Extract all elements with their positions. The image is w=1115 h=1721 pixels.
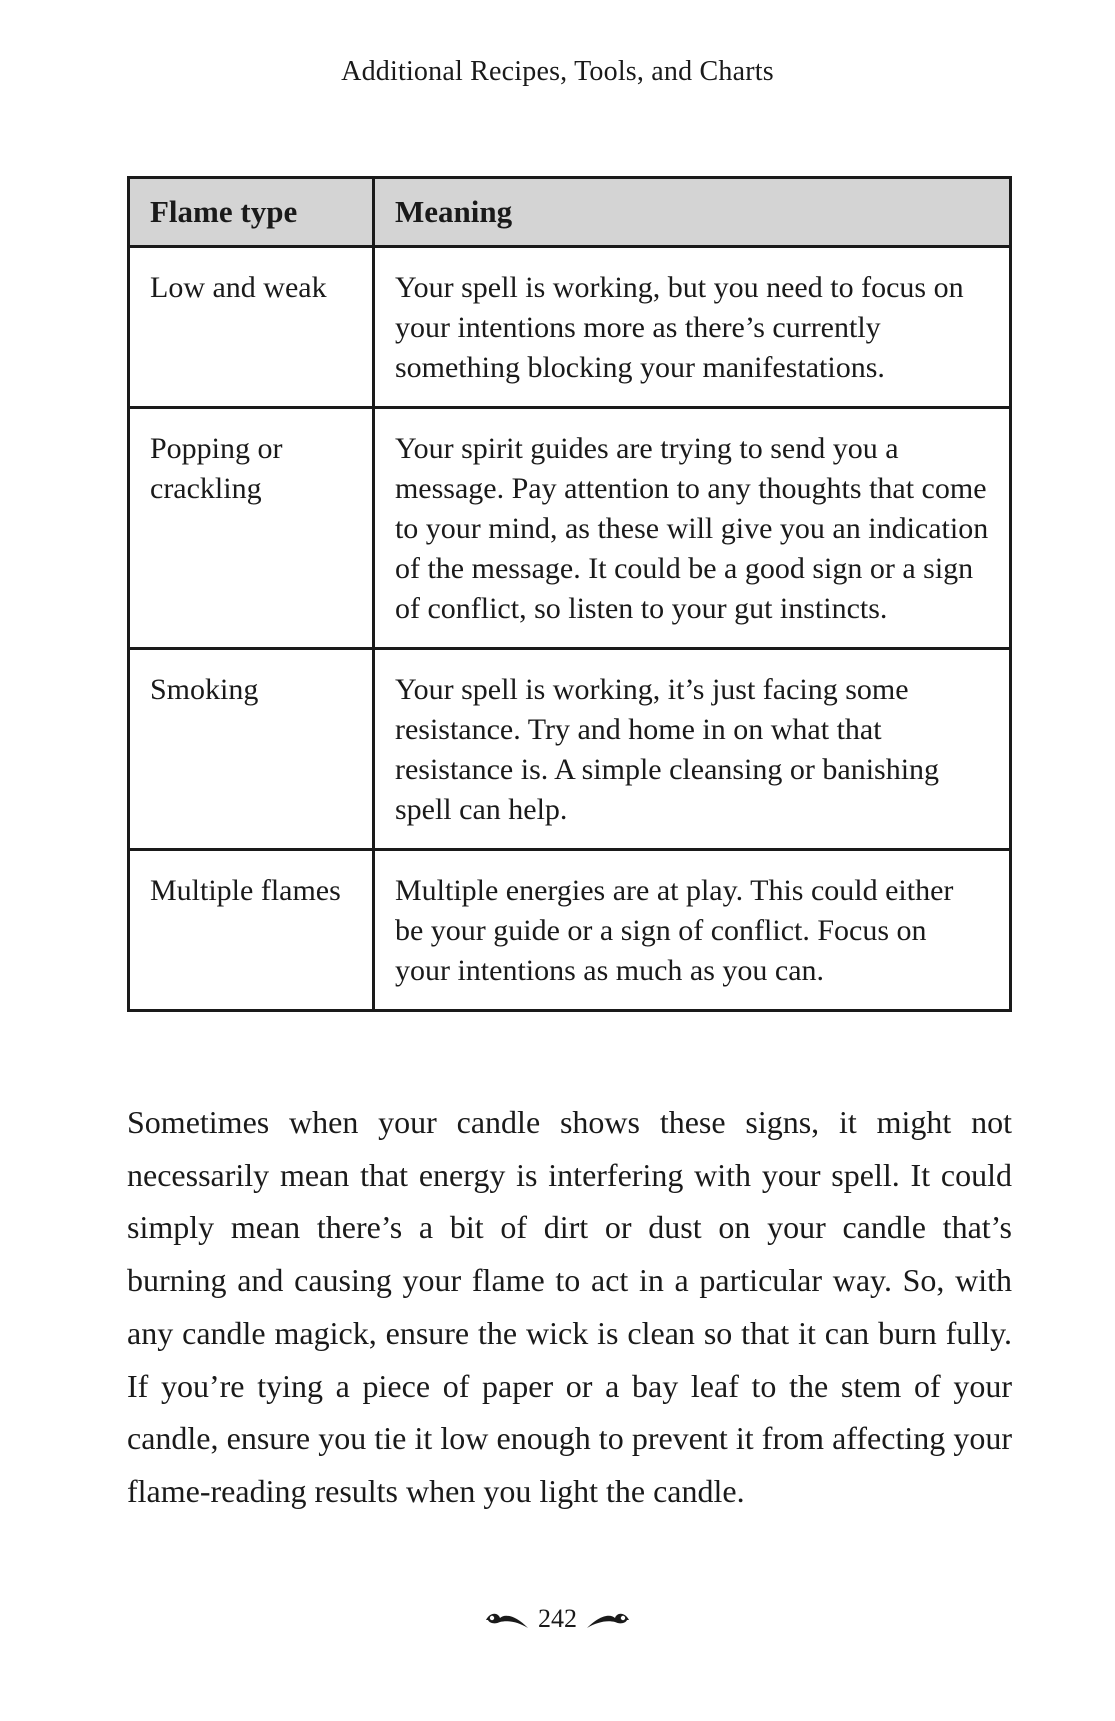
flame-type-cell: Multiple flames [129,850,374,1011]
table-row [129,247,1011,408]
column-header-meaning: Meaning [373,178,1010,247]
page-number: 242 [538,1604,577,1633]
meaning-cell: Your spell is working, it’s just facing some resistance. Try and home in on what that resistance is. A simple cleansing or banishing spell can help. [373,649,1010,850]
table-row [129,649,1011,850]
body-paragraph: Sometimes when your candle shows these signs, it might not necessarily mean that energy is interfering with your spell. It could simply mean there’s a bit of dirt or dust on your candle that’s burning and causing your flame to act in a particular way. So, with any candle magick, ensure the wick is clean so that it can burn fully. If you’re tying a piece of paper or a bay leaf to the stem of your candle, ensure you tie it low enough to prevent it from affecting your flame-reading results when you light the candle. [127,1104,1012,1509]
meaning-cell: Your spirit guides are trying to send you a message. Pay attention to any thoughts that come to your mind, as these will give you an indication of the message. It could be a good sign or a sign of conflict, so listen to your gut instincts. [373,408,1010,649]
page-footer [0,1604,1115,1634]
table-row [129,850,1011,1011]
flame-meaning-table [127,176,1012,1012]
flourish-left-icon [484,1608,530,1630]
meaning-cell: Your spell is working, but you need to focus on your intentions more as there’s currently something blocking your manifestations. [373,247,1010,408]
table-header-row [129,178,1011,247]
flame-type-cell: Popping or crackling [129,408,374,649]
flame-type-cell: Low and weak [129,247,374,408]
column-header-flame-type: Flame type [129,178,374,247]
table-row [129,408,1011,649]
running-header: Additional Recipes, Tools, and Charts [341,56,774,87]
flame-type-cell: Smoking [129,649,374,850]
flourish-right-icon [585,1608,631,1630]
meaning-cell: Multiple energies are at play. This could either be your guide or a sign of conflict. Focus on your intentions as much as you can. [373,850,1010,1011]
